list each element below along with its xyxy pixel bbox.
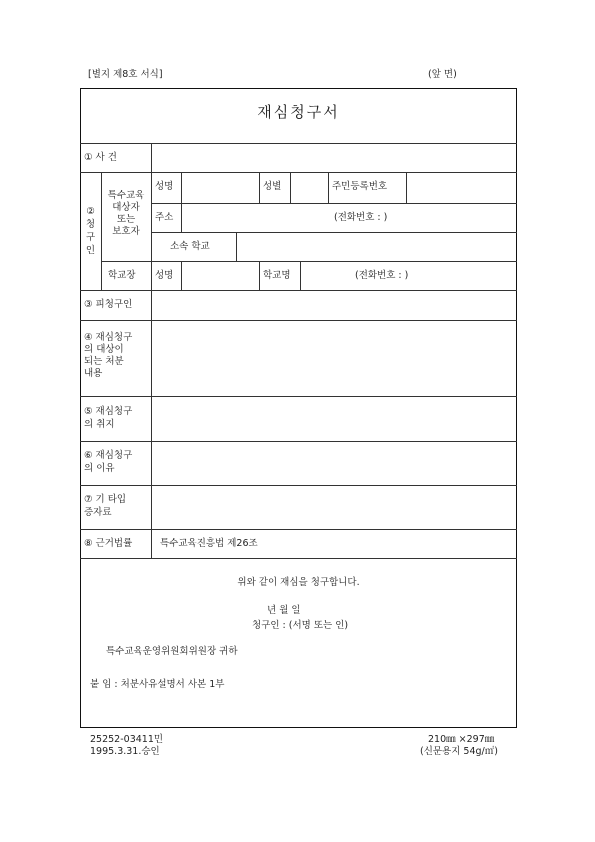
addressee: 특수교육운영위원회위원장 귀하 (106, 646, 238, 657)
request-sentence: 위와 같이 재심을 청구합니다. (237, 577, 360, 588)
rrn-label: 주민등록번호 (332, 181, 388, 192)
purpose-field[interactable] (152, 397, 516, 440)
front-side-label: (앞 면) (428, 69, 457, 80)
divider (101, 261, 517, 262)
claimant-section-label: ② 청 구 인 (85, 206, 96, 256)
rrn-field[interactable] (407, 173, 516, 202)
approval-date: 1995.3.31.승인 (90, 746, 160, 757)
divider (300, 261, 301, 290)
principal-name-label: 성명 (155, 270, 174, 281)
divider (80, 143, 517, 144)
guardian-phone[interactable]: (전화번호 : ) (334, 212, 388, 223)
paper-size: 210㎜ ×297㎜ (428, 734, 495, 745)
legal-basis-value: 특수교육진흥법 제26조 (160, 538, 258, 549)
gender-field[interactable] (291, 173, 327, 202)
divider (259, 261, 260, 290)
signature-line[interactable]: 청구인 : (서명 또는 인) (252, 620, 349, 631)
reason-label: ⑥ 재심청구 의 이유 (84, 450, 133, 474)
respondent-field[interactable] (152, 291, 516, 319)
name-label: 성명 (155, 181, 174, 192)
guardian-label: 특수교육 대상자 또는 보호자 (107, 190, 145, 237)
school-name-label: 학교명 (263, 270, 291, 281)
gender-label: 성별 (263, 181, 282, 192)
form-code: 25252-03411민 (90, 734, 164, 745)
divider (80, 558, 517, 559)
name-field[interactable] (182, 173, 258, 202)
disposition-label: ④ 재심청구 의 대상이 되는 처분 내용 (84, 332, 133, 379)
divider (259, 172, 260, 203)
case-label: ① 사 건 (84, 152, 117, 163)
respondent-label: ③ 피청구인 (84, 299, 133, 310)
evidence-field[interactable] (152, 486, 516, 528)
form-title: 재심청구서 (257, 103, 340, 121)
reason-field[interactable] (152, 442, 516, 484)
principal-phone[interactable]: (전화번호 : ) (355, 270, 409, 281)
school-label: 소속 학교 (170, 241, 210, 252)
paper-type: (신문용지 54g/㎡) (420, 746, 498, 757)
attachment-note: 붙 임 : 처분사유설명서 사본 1부 (90, 679, 225, 690)
divider (80, 529, 517, 530)
divider (151, 203, 517, 204)
address-label: 주소 (155, 212, 174, 223)
school-field[interactable] (237, 233, 516, 260)
date-line[interactable]: 년 월 일 (267, 605, 301, 616)
purpose-label: ⑤ 재심청구 의 취지 (84, 406, 133, 430)
form-number: [별지 제8호 서식] (88, 69, 163, 80)
principal-name-field[interactable] (182, 262, 258, 289)
disposition-field[interactable] (152, 321, 516, 395)
evidence-label: ⑦ 기 타입 증자료 (84, 494, 127, 518)
legal-basis-label: ⑧ 근거법률 (84, 538, 133, 549)
divider (328, 172, 329, 203)
principal-label: 학교장 (108, 270, 136, 281)
